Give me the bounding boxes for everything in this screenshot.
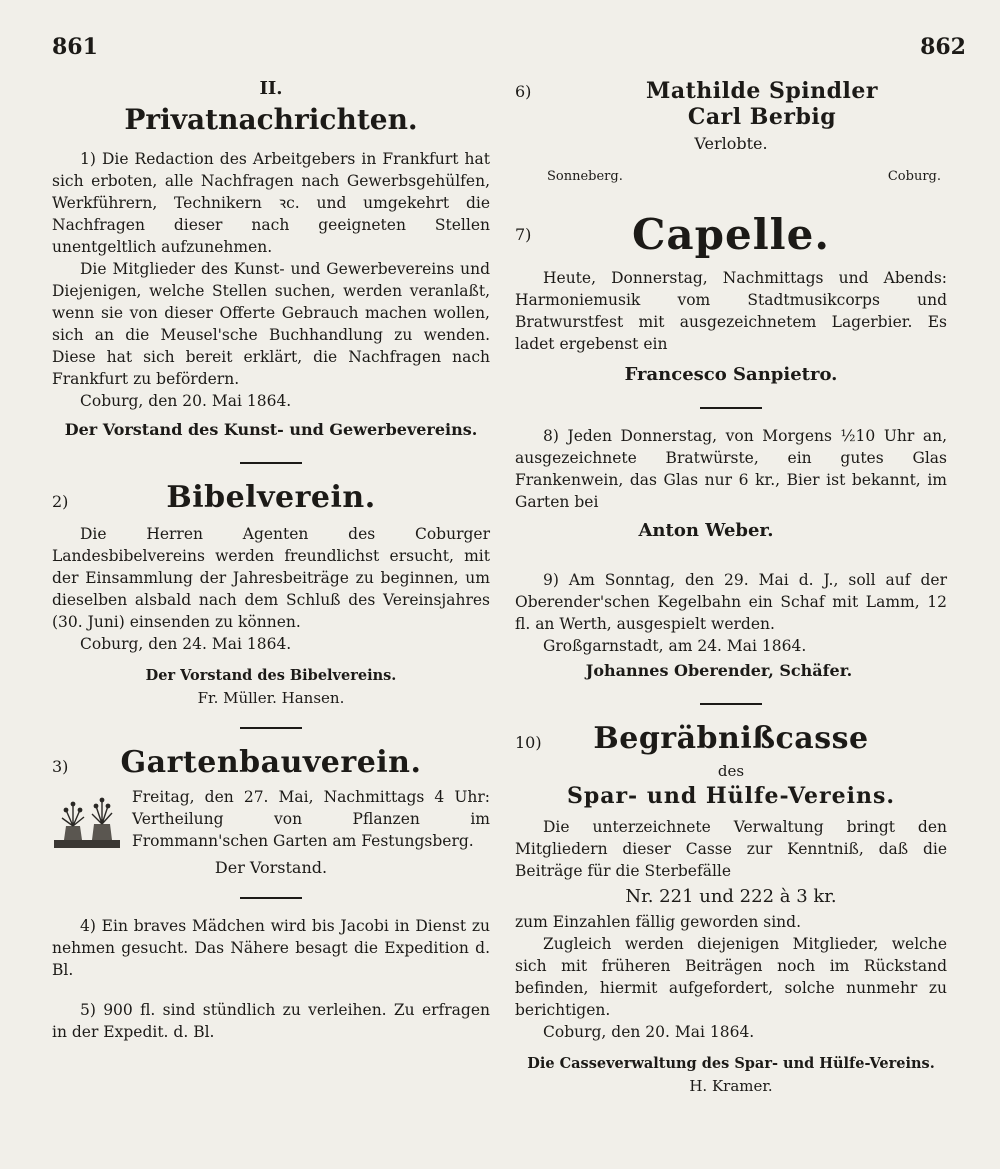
divider [700,703,762,705]
item6-status: Verlobte. [694,134,768,153]
item7-number: 7) [515,225,532,244]
left-column [52,78,490,1043]
item6-name2: Carl Berbig [687,104,837,130]
item10-heading [515,721,947,756]
item10-title: Begräbnißcasse [593,721,869,756]
item10-date: Coburg, den 20. Mai 1864. [543,1023,755,1041]
item9-paragraph: 9) Am Sonntag, den 29. Mai d. J., soll auf der Oberender'schen Kegelbahn ein Schaf mit Lamm, 12 fl. an Werth, ausgespielt werden. [515,571,947,633]
item6-number: 6) [515,82,532,101]
item10-paragraph1: Die unterzeichnete Verwaltung bringt den Mitgliedern dieser Casse zur Kenntniß, daß die Beiträge für die Sterbefälle [515,818,947,880]
divider [240,897,302,899]
item7-signature: Francesco Sanpietro. [624,364,838,385]
item2-date: Coburg, den 24. Mai 1864. [80,635,292,653]
section-title: Privatnachrichten. [124,103,418,136]
page-number-left: 861 [52,34,98,60]
item9-signature: Johannes Oberender, Schäfer. [585,661,853,680]
item7-paragraph: Heute, Donnerstag, Nachmittags und Abends: Harmoniemusik vom Stadtmusikcorps und Bratwurstfest mit ausgezeichnetem Lagerbier. Es ladet ergebenst ein [515,269,947,353]
item6-engagement [515,78,947,130]
right-column [515,78,947,1095]
item10-numbers: Nr. 221 und 222 à 3 kr. [625,886,837,907]
item5-paragraph: 5) 900 fl. sind stündlich zu verleihen. Zu erfragen in der Expedit. d. Bl. [52,1001,490,1041]
item6-place1: Sonneberg. [547,169,623,184]
item1-paragraph1: 1) Die Redaction des Arbeitgebers in Frankfurt hat sich erboten, alle Nachfragen nach Gewerbsgehülfen, Werkführern, Technikern ꝛc. und umgekehrt die Nachfragen dieser nach geeigneten Stellen unentgeltlich aufzunehmen. [52,150,490,256]
item2-names: Fr. Müller. Hansen. [197,689,345,707]
item3-title: Gartenbauverein. [120,745,422,780]
divider [700,407,762,409]
item1-date: Coburg, den 20. Mai 1864. [80,392,292,410]
divider [240,727,302,729]
item3-heading [52,745,490,780]
item6-places [547,169,941,184]
item9-date: Großgarnstadt, am 24. Mai 1864. [543,637,807,655]
item1-paragraph2: Die Mitglieder des Kunst- und Gewerbevereins und Diejenigen, welche Stellen suchen, werden veranlaßt, wenn sie von dieser Offerte Gebrauch machen wollen, sich an die Meusel'sche Buchhandlung zu wenden. Diese hat sich bereit erklärt, die Nachfragen nach Frankfurt zu befördern. [52,260,490,388]
item8-signature: Anton Weber. [638,520,774,541]
item2-number: 2) [52,492,69,511]
item6-names [577,78,947,130]
item2-paragraph: Die Herren Agenten des Coburger Landesbibelvereins werden freundlichst ersucht, mit der Einsammlung der Jahresbeiträge zu beginnen, um dieselben alsbald nach dem Schluß des Vereinsjahres (30. Juni) einsenden zu können. [52,525,490,631]
item10-des: des [717,762,745,780]
item3-signature: Der Vorstand. [214,858,328,877]
item4-paragraph: 4) Ein braves Mädchen wird bis Jacobi in Dienst zu nehmen gesucht. Das Nähere besagt die Expedition d. Bl. [52,917,490,979]
item7-heading [515,210,947,259]
page-number-right: 862 [920,34,966,60]
item2-title: Bibelverein. [166,480,376,515]
item2-heading [52,480,490,515]
item6-name1: Mathilde Spindler [646,78,878,104]
item3-number: 3) [52,757,69,776]
item10-subtitle: Spar- und Hülfe-Vereins. [566,783,896,809]
item3-body [52,786,490,854]
item10-signature: Die Casseverwaltung des Spar- und Hülfe-Vereins. [527,1055,935,1072]
item10-paragraph3: Zugleich werden diejenigen Mitglieder, welche sich mit früheren Beiträgen noch im Rückstand befinden, hiermit aufgefordert, solche nunmehr zu berichtigen. [515,935,947,1019]
potted-plants-icon [52,790,122,854]
section-roman: II. [259,78,283,99]
item10-number: 10) [515,733,542,752]
item1-signature: Der Vorstand des Kunst- und Gewerbevereins. [64,420,478,439]
item10-name: H. Kramer. [689,1077,773,1095]
item3-paragraph: Freitag, den 27. Mai, Nachmittags 4 Uhr: Vertheilung von Pflanzen im Frommann'schen Garten am Festungsberg. [132,788,490,850]
item2-signature: Der Vorstand des Bibelvereins. [145,667,397,684]
item8-paragraph: 8) Jeden Donnerstag, von Morgens ½10 Uhr an, ausgezeichnete Bratwürste, ein gutes Glas Frankenwein, das Glas nur 6 kr., Bier ist bekannt, im Garten bei [515,427,947,511]
item6-place2: Coburg. [887,169,941,184]
divider [240,462,302,464]
item10-paragraph2: zum Einzahlen fällig geworden sind. [515,913,802,931]
item7-title: Capelle. [632,210,830,259]
